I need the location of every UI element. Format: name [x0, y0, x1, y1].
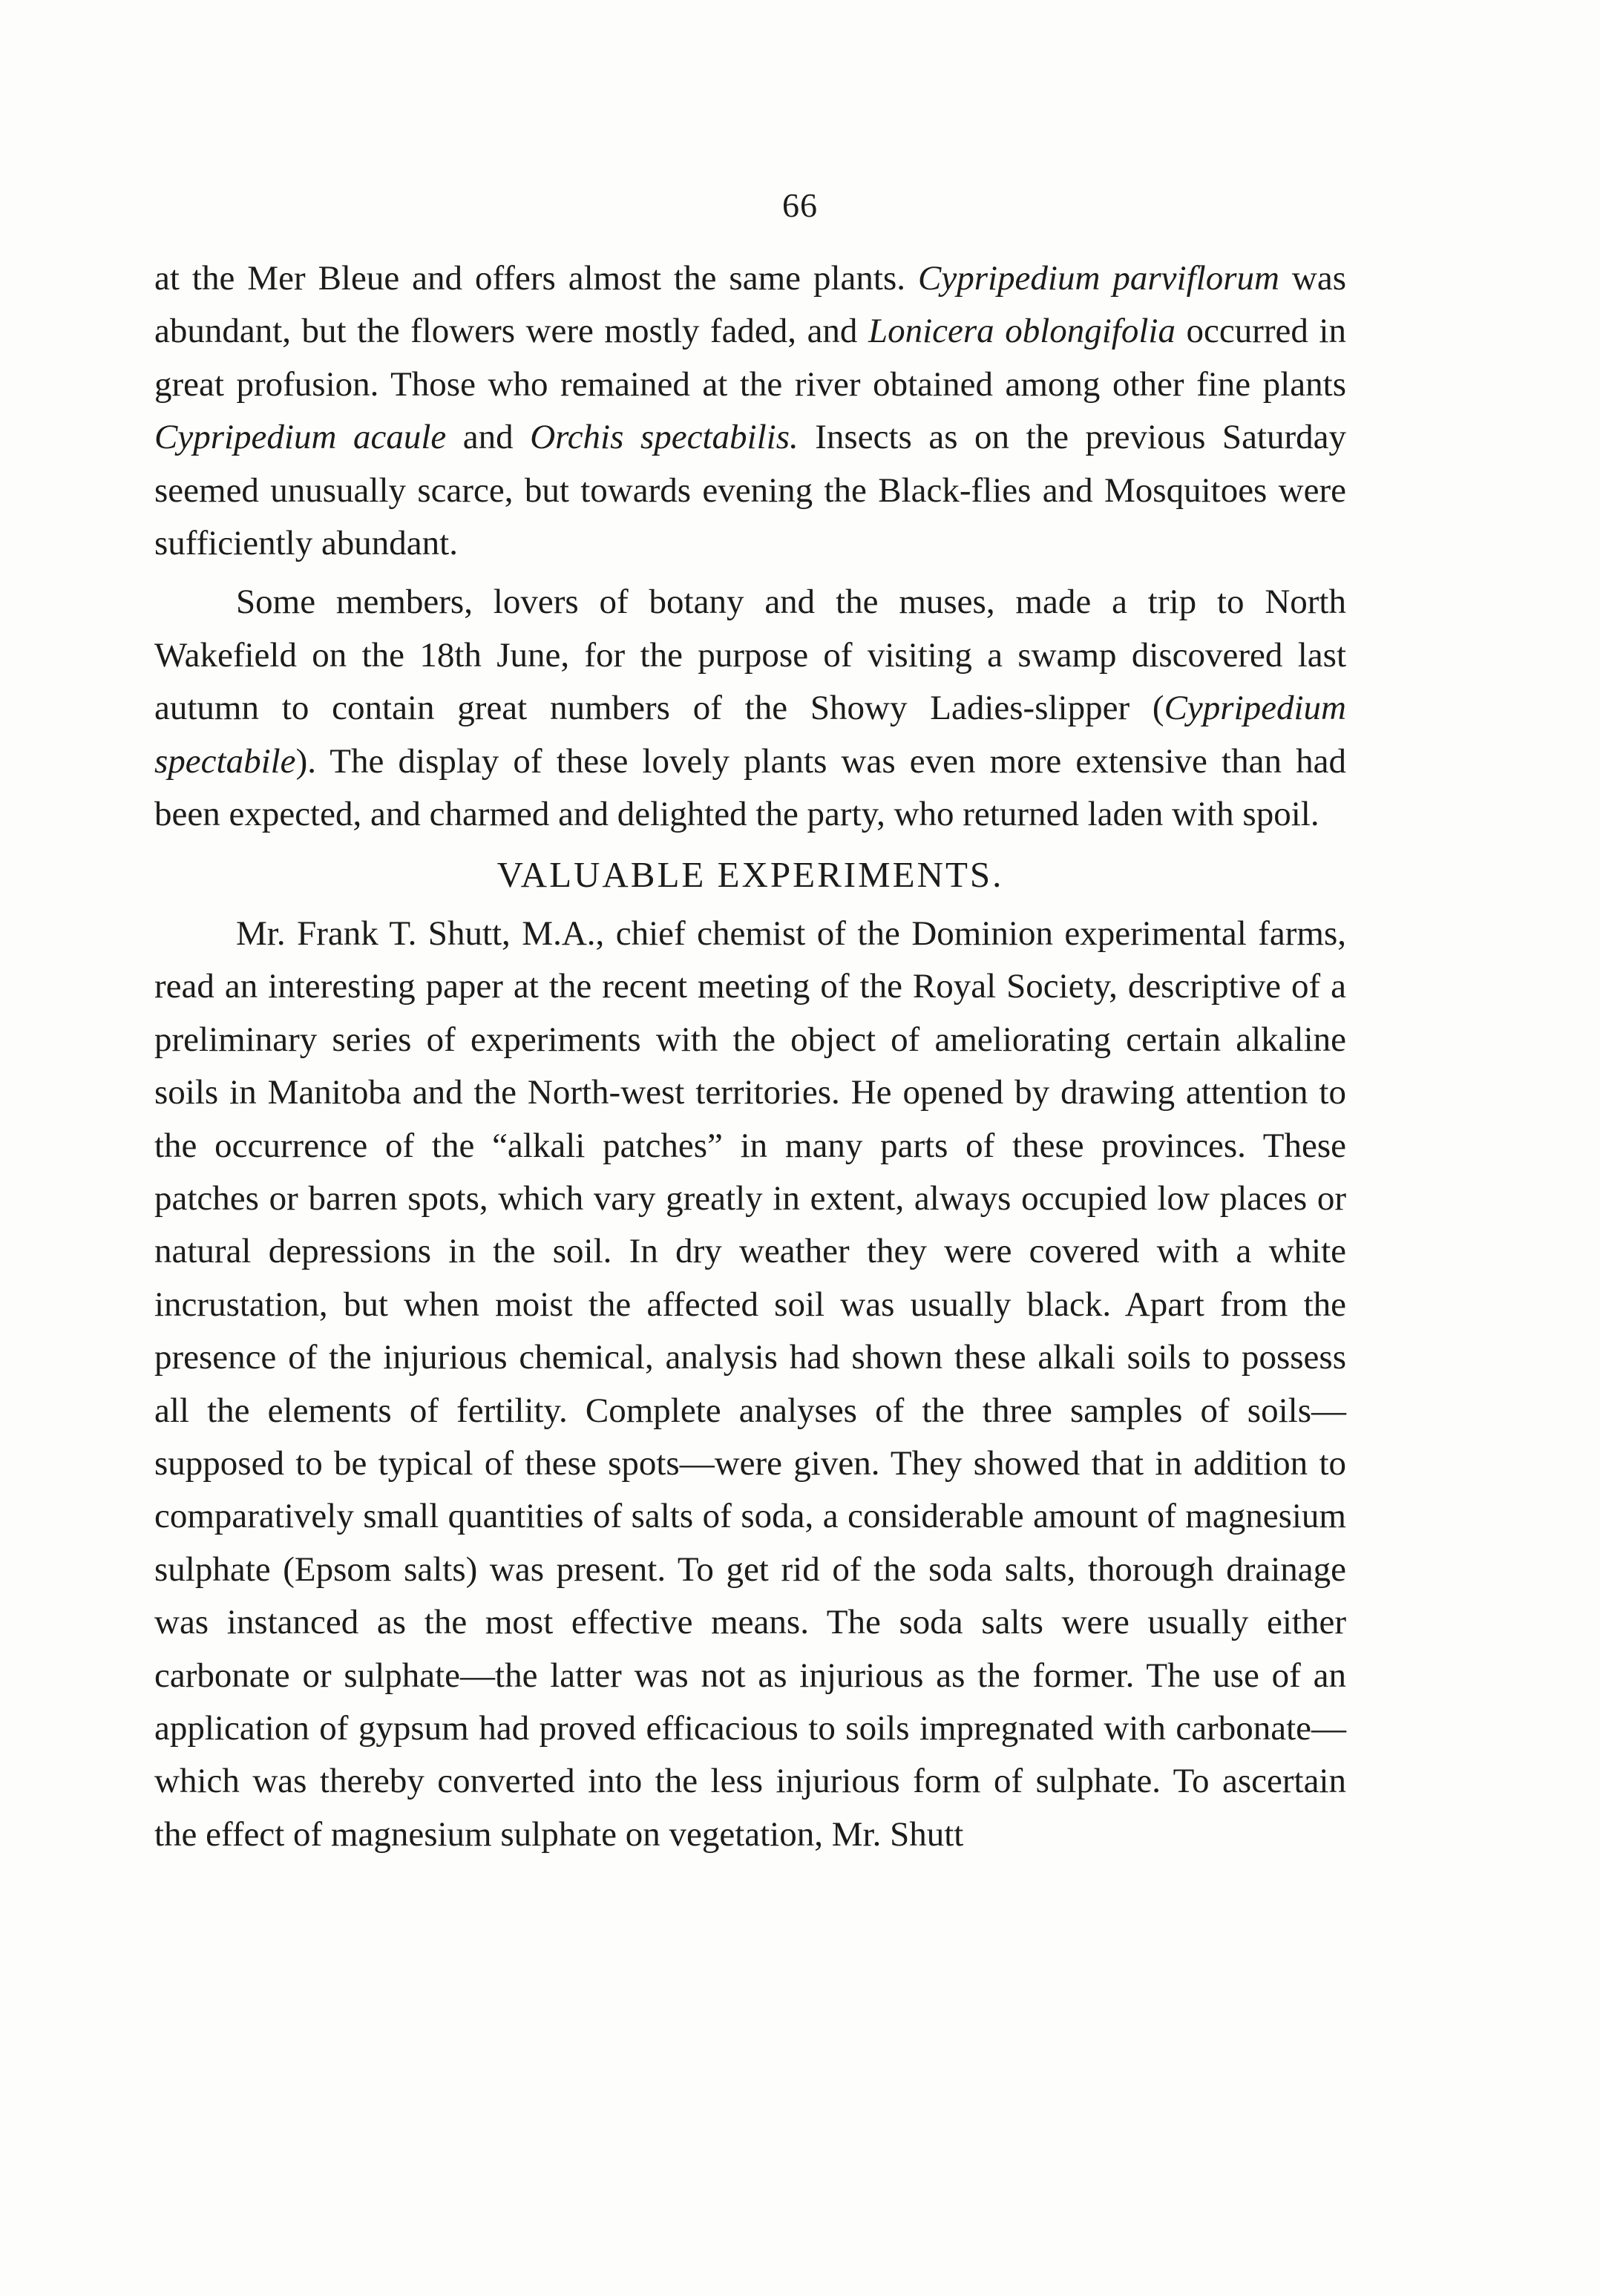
species-name: Cypripedium spectabile — [154, 689, 1346, 781]
page-number: 66 — [782, 186, 818, 224]
text-run: and — [446, 418, 531, 457]
species-name: Cypripedium acaule — [154, 418, 447, 457]
species-name: Cypripedium parviflorum — [917, 259, 1279, 298]
text-run: at the Mer Bleue and offers almost the same plants. — [154, 259, 918, 298]
body-text — [154, 252, 1346, 1861]
paragraph-experiments: Mr. Frank T. Shutt, M.A., chief chemist of the Dominion experimental farms, read an interesting paper at the recent meeting of the Royal Society, descriptive of a preliminary series of experiments with the object of ameliorating certain alkaline soils in Manitoba and the North-west territories. He opened by drawing attention to the occurrence of the “alkali patches” in many parts of these provinces. These patches or barren spots, which vary greatly in extent, always occupied low places or natural depressions in the soil. In dry weather they were covered with a white incrustation, but when moist the affected soil was usually black. Apart from the presence of the injurious chemical, analysis had shown these alkali soils to possess all the elements of fertility. Complete analyses of the three samples of soils—supposed to be typical of these spots—were given. They showed that in addition to comparatively small quantities of salts of soda, a considerable amount of magnesium sulphate (Epsom salts) was present. To get rid of the soda salts, thorough drainage was instanced as the most effective means. The soda salts were usually either carbonate or sulphate—the latter was not as injurious as the former. The use of an application of gypsum had proved efficacious to soils impregnated with carbonate—which was thereby converted into the less injurious form of sulphate. To ascertain the effect of magnesium sulphate on vegetation, Mr. Shutt — [154, 914, 1346, 1854]
paragraph-north-wakefield — [154, 576, 1346, 841]
text-run: Insects as on the previous Saturday seemed unusually scarce, but towards evening the Black-flies and Mosquitoes were sufficiently abundant. — [154, 418, 1347, 563]
species-name: Lonicera oblongifolia — [868, 312, 1176, 351]
text-run: ). The display of these lovely plants was even more extensive than had been expected, and charmed and delighted the party, who returned laden with spoil. — [154, 741, 1346, 834]
section-heading: VALUABLE EXPERIMENTS. — [496, 854, 1004, 896]
text-run: was abundant, but the flowers were mostly faded, and — [154, 259, 1347, 351]
text-run: occurred in great profusion. Those who remained at the river obtained among other fine plants — [154, 312, 1346, 404]
text-run: Some members, lovers of botany and the muses, made a trip to North Wakefield on the 18th June, for the purpose of visiting a swamp discovered last autumn to contain great numbers of the Showy Ladies-slipper ( — [154, 583, 1346, 728]
paragraph-mer-bleue — [154, 252, 1346, 570]
species-name: Orchis spectabilis. — [530, 418, 799, 457]
